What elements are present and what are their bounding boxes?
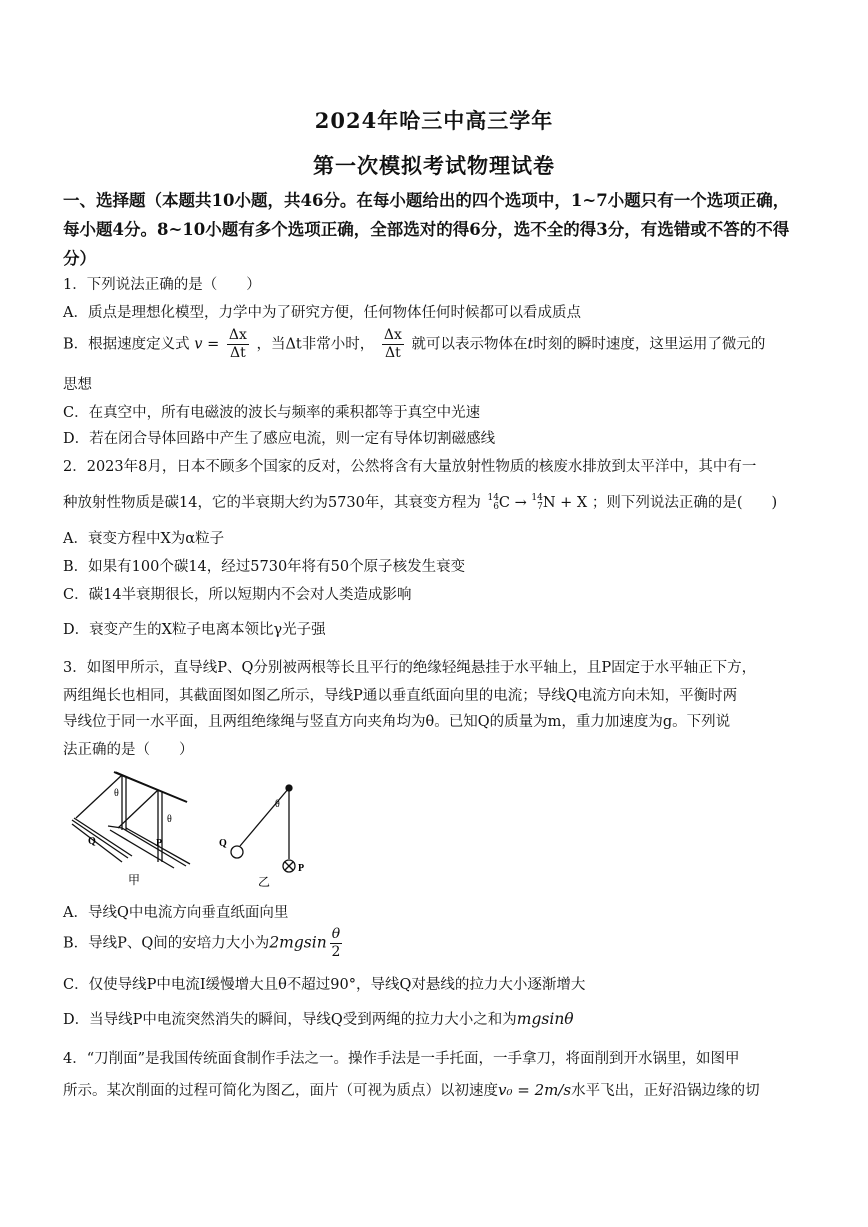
q2-stem-prefix: 种放射性物质是碳14，它的半衰期大约为5730年，其衰变方程为 [63, 495, 481, 511]
q2-option-a: A．衰变方程中X为α粒子 [63, 531, 225, 547]
q3-option-a: A．导线Q中电流方向垂直纸面向里 [63, 905, 289, 921]
q3-option-b [63, 926, 345, 961]
q1-b-end: 时刻的瞬时速度，这里运用了微元的 [533, 336, 766, 353]
q2-option-c: C．碳14半衰期很长，所以短期内不会对人类造成影响 [63, 587, 412, 603]
q2-carbon-symbol: C [498, 495, 511, 511]
q3-b-denominator: 2 [331, 944, 341, 960]
q1-option-a: A．质点是理想化模型，力学中为了研究方便，任何物体任何时候都可以看成质点 [63, 305, 581, 321]
q3-b-fraction [330, 926, 342, 961]
jia-label-q: Q [88, 836, 96, 847]
q3-b-prefix: B．导线P、Q间的安培力大小为 [63, 935, 270, 952]
q2-stem-line1: 2．2023年8月，日本不顾多个国家的反对，公然将含有大量放射性物质的核废水排放到太平洋中，其中有一 [63, 459, 757, 475]
section-heading: 一、选择题（本题共10小题，共46分。在每小题给出的四个选项中，1~7小题只有一个选项正确，每小题4分。8~10小题有多个选项正确，全部选对的得6分，选不全的得3分，有选错或不答的不得分） [63, 191, 790, 268]
q1-b-denominator-2: Δt [385, 345, 401, 361]
q1-b-numerator: Δx [228, 327, 247, 343]
q3-d-expr: mgsinθ [516, 1010, 574, 1028]
q1-b-denominator: Δt [229, 345, 246, 361]
q3-d-prefix: D．当导线P中电流突然消失的瞬间，导线Q受到两绳的拉力大小之和为 [63, 1012, 517, 1028]
q1-option-c: C．在真空中，所有电磁波的波长与频率的乘积都等于真空中光速 [63, 405, 481, 421]
q1-b-fraction-2 [382, 327, 404, 362]
q4-v0: v₀ = 2m/s [498, 1081, 572, 1099]
q1-b-numerator-2: Δx [383, 327, 402, 343]
q2-carbon-nuclide [487, 494, 510, 512]
q3-stem-line1: 3．如图甲所示，直导线P、Q分别被两根等长且平行的绝缘轻绳悬挂于水平轴上，且P固定于水平轴正下方， [63, 660, 757, 676]
jia-theta-2: θ [167, 814, 172, 825]
q1-option-b [63, 327, 765, 362]
jia-label-p: P [156, 838, 163, 849]
wire-q-circle [231, 846, 243, 858]
q1-b-fraction [227, 327, 249, 362]
q4-stem-prefix: 所示。某次削面的过程可简化为图乙，面片（可视为质点）以初速度 [63, 1083, 498, 1099]
q1-b-mid: ，当Δt非常小时， [256, 336, 375, 353]
q4-stem-line1: 4．“刀削面”是我国传统面食制作手法之一。操作手法是一手托面，一手拿刀，将面削到开水锅里，如图甲 [63, 1051, 740, 1067]
jia-theta-1: θ [114, 788, 119, 799]
q4-stem-line2 [63, 1079, 760, 1100]
q3-option-c: C．仅使导线P中电流I缓慢增大且θ不超过90°，导线Q对悬线的拉力大小逐渐增大 [63, 977, 586, 993]
q4-stem-suffix: 水平飞出，正好沿锅边缘的切 [571, 1083, 760, 1099]
yi-label-q: Q [219, 838, 227, 849]
q2-carbon-mass: 14 [487, 493, 499, 503]
q2-carbon-z: 6 [493, 502, 499, 512]
q3-stem-line4: 法正确的是（ ） [63, 742, 194, 758]
q1-b-t: t [527, 336, 534, 353]
yi-label-p: P [298, 863, 305, 874]
q1-b-v: v = [194, 336, 220, 353]
q2-nitrogen-z: 7 [537, 502, 543, 512]
q2-nitrogen-symbol: N + X [542, 495, 588, 511]
figure-yi [231, 785, 295, 872]
yi-caption: 乙 [258, 875, 271, 889]
q1-option-d: D．若在闭合导体回路中产生了感应电流，则一定有导体切割磁感线 [63, 431, 496, 447]
figure-jia [72, 772, 190, 868]
q2-option-d: D．衰变产生的X粒子电离本领比γ光子强 [63, 622, 326, 638]
q3-stem-line3: 导线位于同一水平面，且两组绝缘绳与竖直方向夹角均为θ。已知Q的质量为m，重力加速度为g。下列说 [63, 714, 731, 730]
q2-option-b: B．如果有100个碳14，经过5730年将有50个原子核发生衰变 [63, 559, 466, 575]
jia-caption: 甲 [128, 873, 141, 887]
q2-arrow: → [514, 495, 527, 511]
q1-stem: 1．下列说法正确的是（ ） [63, 277, 261, 293]
q2-nitrogen-nuclide [531, 494, 587, 512]
exam-title-main: 第一次模拟考试物理试卷 [313, 153, 555, 178]
yi-theta: θ [275, 799, 280, 810]
q1-option-b-cont: 思想 [63, 377, 92, 393]
exam-title-year: 2024年哈三中高三学年 [314, 108, 554, 133]
q1-b-prefix: B．根据速度定义式 [63, 336, 190, 353]
q3-b-numerator: θ [331, 926, 341, 942]
q3-stem-line2: 两组绳长也相同，其截面图如图乙所示，导线P通以垂直纸面向里的电流；导线Q电流方向未知，平衡时两 [63, 688, 738, 704]
q2-stem-suffix: ；则下列说法正确的是( ) [591, 495, 778, 511]
q2-stem-line2 [63, 491, 777, 512]
q2-nitrogen-mass: 14 [531, 493, 543, 503]
q1-b-post: 就可以表示物体在 [411, 336, 528, 353]
q3-figure [70, 770, 320, 895]
q3-b-expr: 2mgsin [269, 933, 327, 952]
q3-option-d [63, 1008, 574, 1029]
